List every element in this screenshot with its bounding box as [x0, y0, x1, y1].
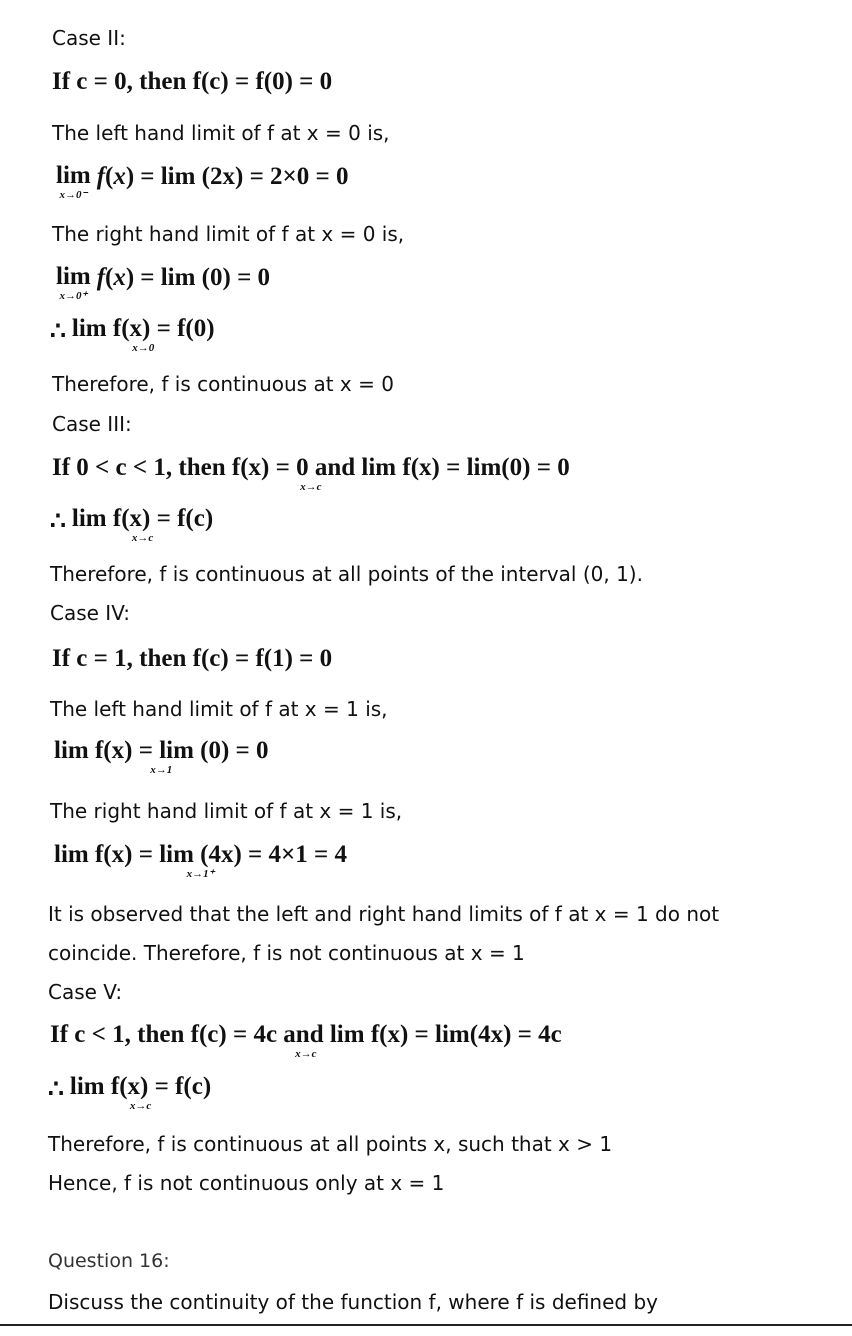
case-2-heading: Case II: [52, 26, 126, 50]
case-3-equation [52, 455, 576, 493]
case-4-equation: If c = 1, then f(c) = f(1) = 0 [52, 645, 333, 672]
case-4-heading: Case IV: [50, 601, 130, 625]
limit-operator: If c < 1, then f(c) = 4c and lim f(x) = lim(4x) = 4c x→c [50, 1021, 562, 1061]
limit-operator: lim f(x) = lim (0) = 0 x→1 [54, 737, 269, 777]
case-2-equation: If c = 0, then f(c) = f(0) = 0 [52, 68, 333, 95]
limit-operator: If 0 < c < 1, then f(x) = 0 and lim f(x) = lim(0) = 0 x→c [52, 454, 570, 494]
therefore-symbol: ∴ [48, 1076, 64, 1103]
question-label: Question 16: [48, 1250, 170, 1272]
limit-operator: lim f(x) = f(c) x→c [71, 505, 214, 545]
limit-operator: lim f(x) = f(0) x→0 [71, 315, 215, 355]
therefore-symbol: ∴ [50, 318, 66, 345]
case-3-result: Therefore, f is continuous at all points of the interval (0, 1). [50, 562, 643, 586]
case-5-equation [50, 1022, 568, 1060]
case-2-right-limit-equation: lim x→0⁺ f ( x ) = lim (0) = 0 [56, 263, 271, 303]
case-3-heading: Case III: [52, 412, 132, 436]
case-2-right-limit-label: The right hand limit of f at x = 0 is, [52, 222, 405, 246]
case-4-observation-line-1: It is observed that the left and right hand limits of f at x = 1 do not [48, 902, 720, 926]
case-2-conclusion-equation [50, 316, 221, 354]
question-text: Discuss the continuity of the function f, where f is defined by [48, 1290, 658, 1314]
case-5-conclusion-equation [48, 1074, 217, 1112]
limit-operator: lim x→0⁺ [56, 263, 91, 303]
case-4-observation-line-2: coincide. Therefore, f is not continuous at x = 1 [48, 941, 525, 965]
limit-operator: lim x→0⁻ [56, 162, 91, 202]
case-4-left-limit-equation [54, 738, 275, 776]
case-4-right-limit-equation [54, 842, 353, 880]
final-conclusion: Hence, f is not continuous only at x = 1 [48, 1171, 445, 1195]
case-4-right-limit-label: The right hand limit of f at x = 1 is, [50, 799, 403, 823]
limit-operator: lim f(x) = lim (4x) = 4×1 = 4 x→1⁺ [54, 841, 348, 881]
case-5-result: Therefore, f is continuous at all points x, such that x > 1 [48, 1132, 613, 1156]
case-4-left-limit-label: The left hand limit of f at x = 1 is, [50, 697, 388, 721]
case-2-left-limit-label: The left hand limit of f at x = 0 is, [52, 121, 390, 145]
therefore-symbol: ∴ [50, 508, 66, 535]
page-bottom-divider [0, 1324, 852, 1326]
case-2-result: Therefore, f is continuous at x = 0 [52, 372, 394, 396]
case-3-conclusion-equation [50, 506, 219, 544]
case-5-heading: Case V: [48, 980, 123, 1004]
case-2-left-limit-equation: lim x→0⁻ f ( x ) = lim (2x) = 2×0 = 0 [56, 162, 349, 202]
limit-operator: lim f(x) = f(c) x→c [69, 1073, 212, 1113]
